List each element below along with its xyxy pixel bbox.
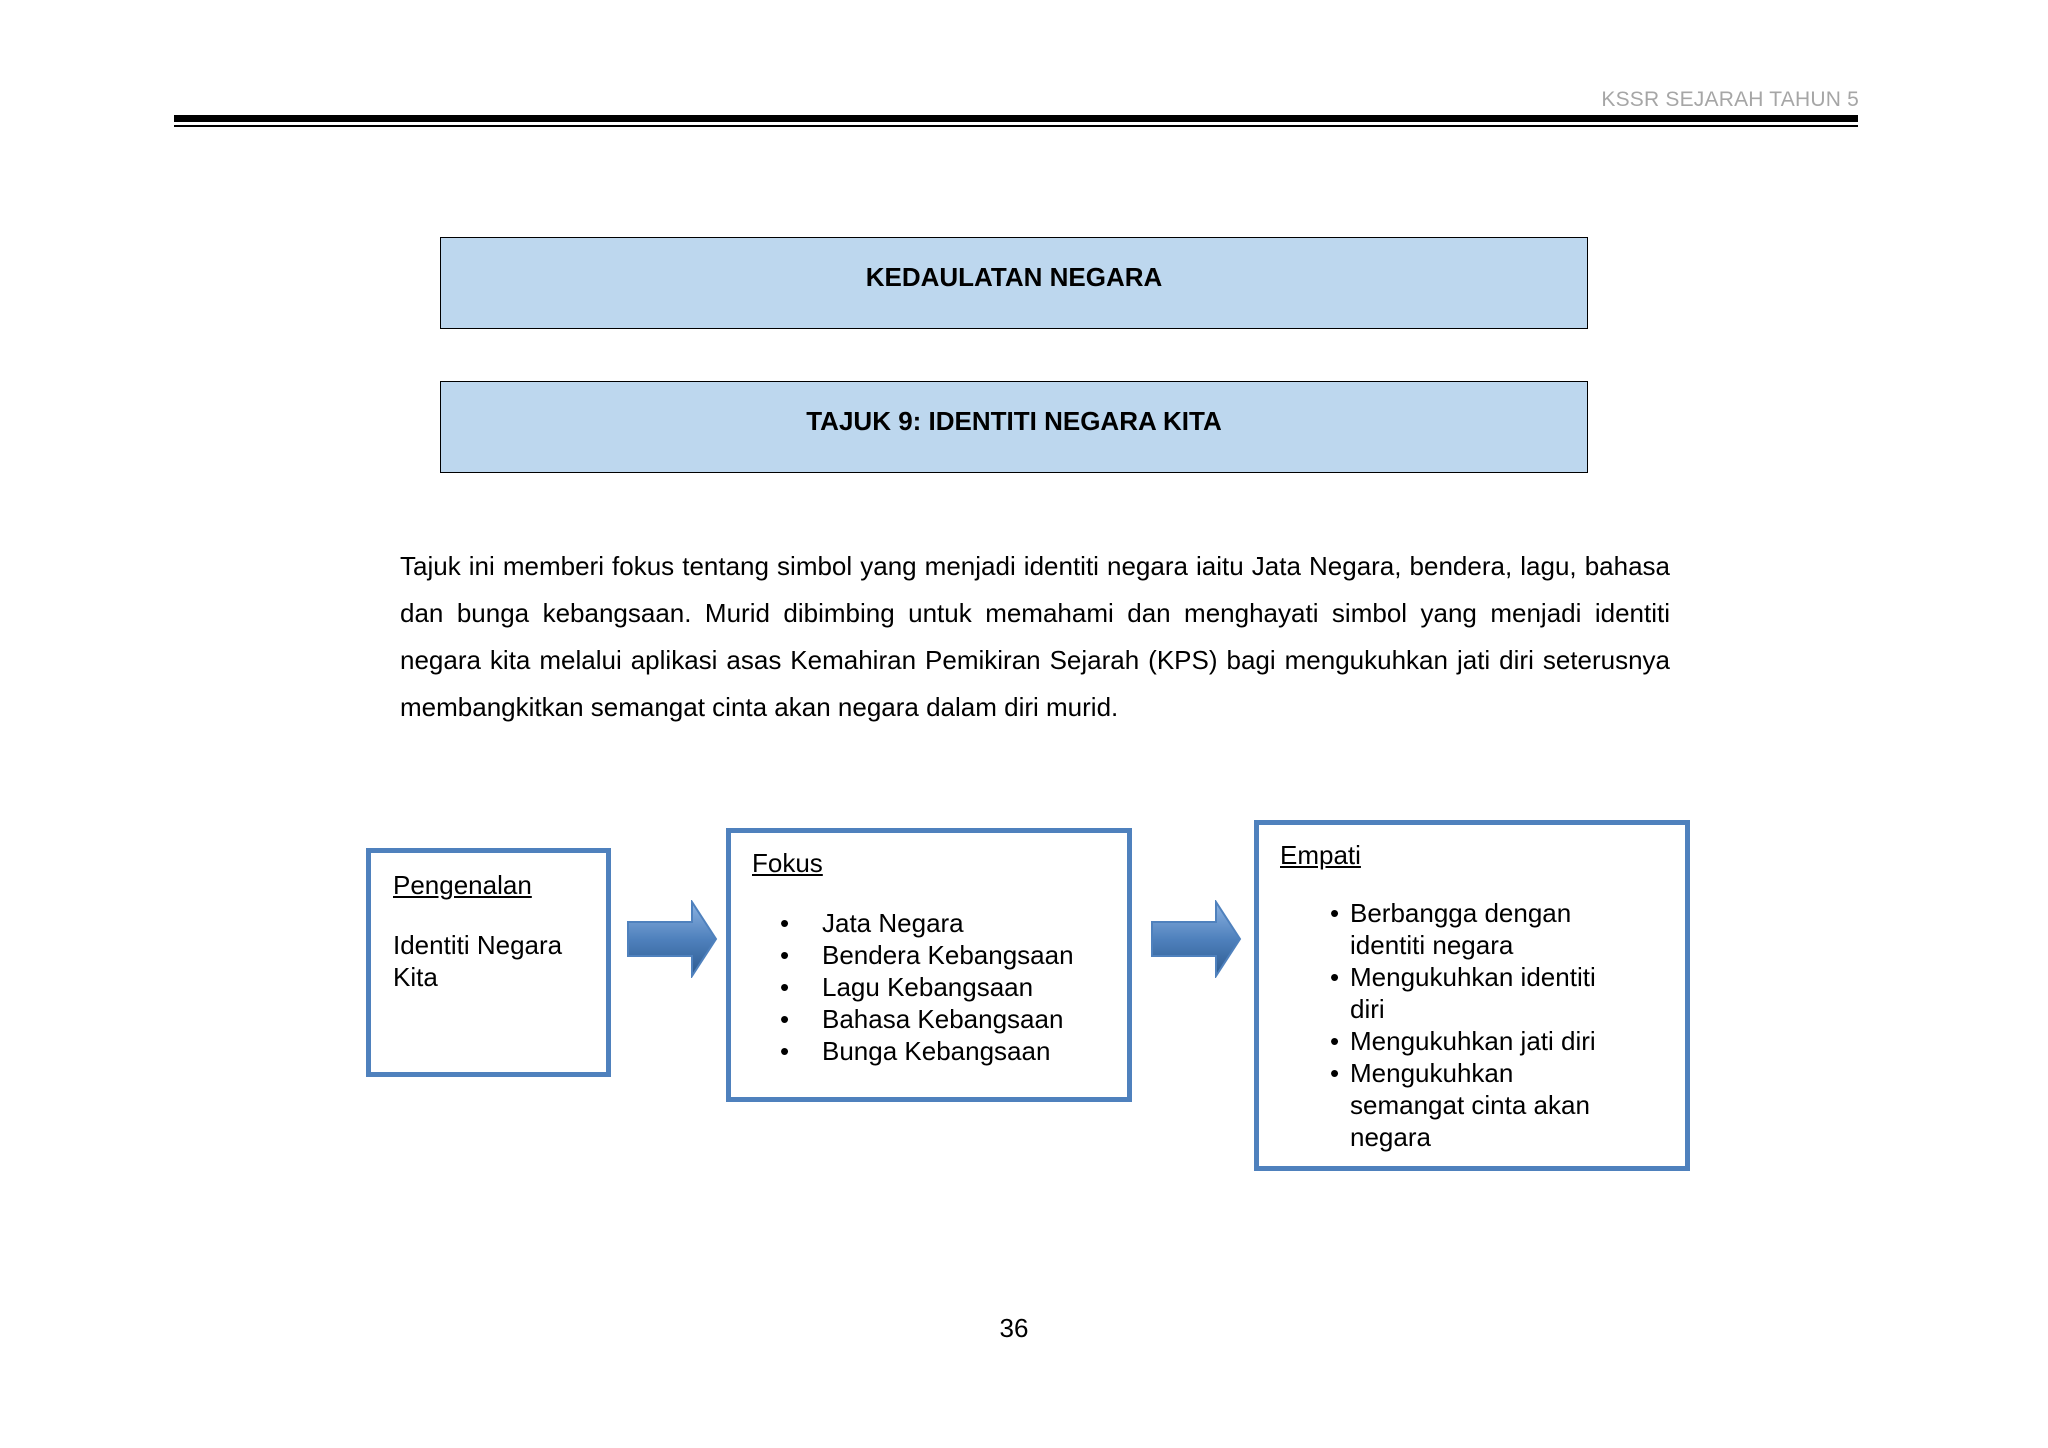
bullet-dot-icon: • (1330, 1026, 1340, 1056)
bullet-dot-icon: • (780, 1036, 790, 1066)
list-item: • Mengukuhkan identiti diri (1330, 962, 1596, 1024)
fokus-box (726, 828, 1132, 1102)
list-item: • Bahasa Kebangsaan (780, 1004, 1064, 1034)
header-rule-thin (174, 125, 1858, 127)
bullet-dot-icon: • (780, 908, 790, 938)
list-item: • Bunga Kebangsaan (780, 1036, 1051, 1066)
bullet-dot-icon: • (780, 1004, 790, 1034)
bullet-dot-icon: • (780, 972, 790, 1002)
list-item: • Bendera Kebangsaan (780, 940, 1074, 970)
intro-paragraph: Tajuk ini memberi fokus tentang simbol yang menjadi identiti negara iaitu Jata Negara, bendera, lagu, bahasa dan bunga kebangsaan. Murid dibimbing untuk memahami dan menghayati simbol yang menjadi identiti negara kita melalui aplikasi asas Kemahiran Pemikiran Sejarah (KPS) bagi mengukuhkan jati diri seterusnya membangkitkan semangat cinta akan negara dalam diri murid. (400, 551, 1670, 722)
header-rule-thick (174, 115, 1858, 122)
empati-box (1254, 820, 1690, 1171)
right-arrow-icon (626, 900, 718, 978)
list-item: • Jata Negara (780, 908, 964, 938)
topic-title: TAJUK 9: IDENTITI NEGARA KITA (806, 406, 1222, 436)
theme-title-box (440, 237, 1588, 329)
empati-title: Empati (1280, 840, 1361, 870)
bullet-dot-icon: • (1330, 962, 1340, 992)
pengenalan-title: Pengenalan (393, 870, 532, 900)
running-header: KSSR SEJARAH TAHUN 5 (1601, 88, 1859, 111)
fokus-list (752, 907, 1127, 1067)
page-number: 36 (999, 1313, 1029, 1343)
topic-title-box (440, 381, 1588, 473)
pengenalan-body: Identiti Negara Kita (393, 930, 563, 992)
fokus-title: Fokus (752, 848, 823, 878)
empati-list (1280, 897, 1620, 1153)
bullet-dot-icon: • (1330, 1058, 1340, 1088)
list-item: • Mengukuhkan jati diri (1330, 1026, 1596, 1056)
list-item: • Lagu Kebangsaan (780, 972, 1034, 1002)
pengenalan-box (366, 848, 611, 1077)
list-item: • Mengukuhkan semangat cinta akan negara (1330, 1058, 1590, 1152)
right-arrow-icon (1150, 900, 1242, 978)
bullet-dot-icon: • (780, 940, 790, 970)
list-item: • Berbangga dengan identiti negara (1330, 898, 1572, 960)
theme-title: KEDAULATAN NEGARA (865, 262, 1163, 292)
bullet-dot-icon: • (1330, 898, 1340, 928)
